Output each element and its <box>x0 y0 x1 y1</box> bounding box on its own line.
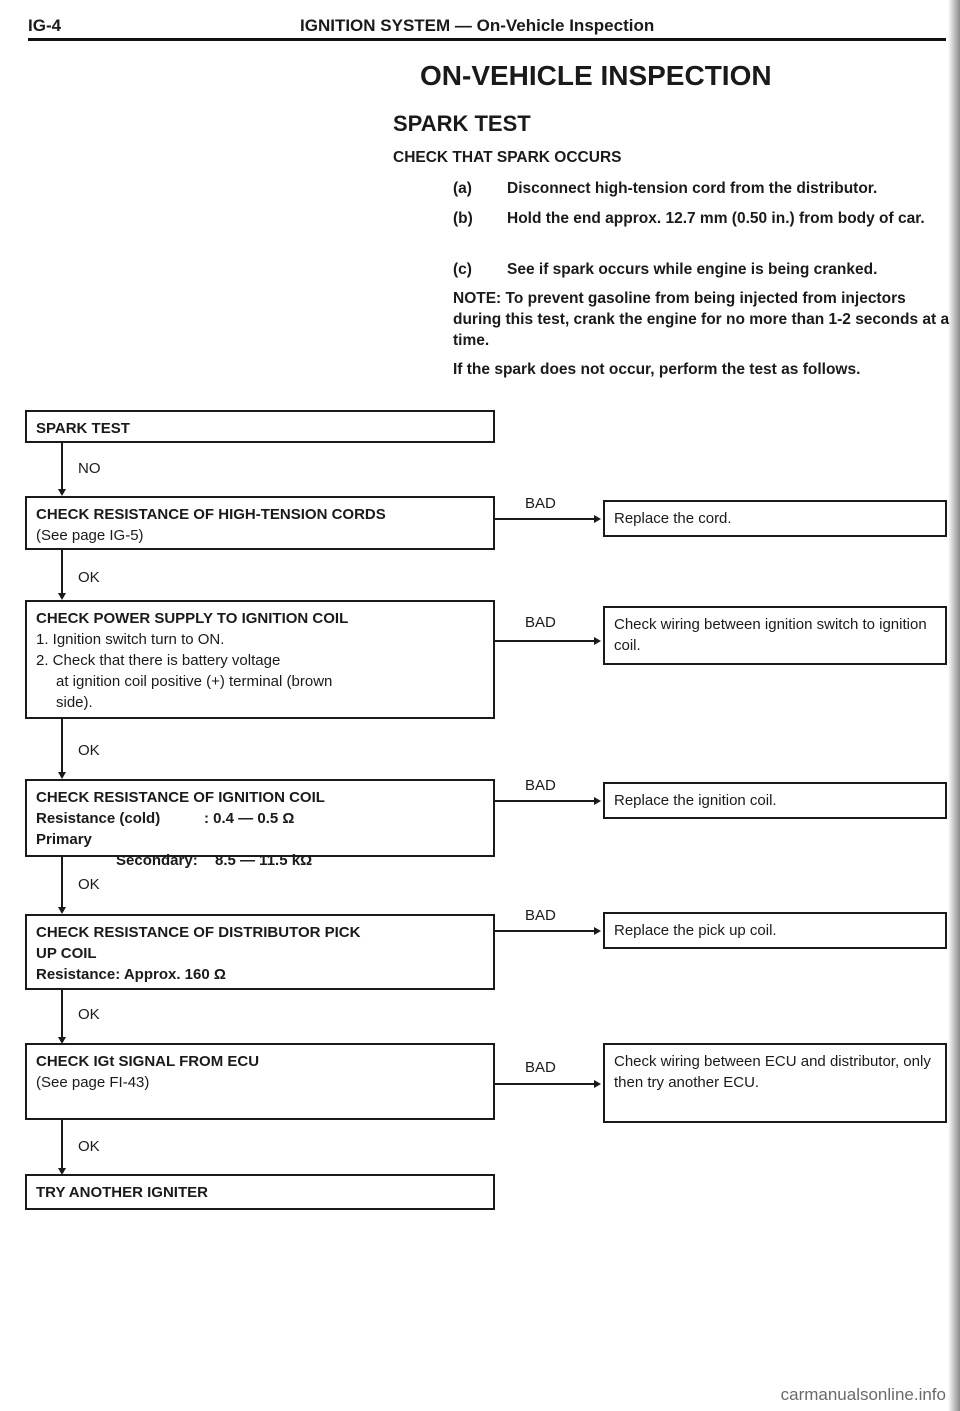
action-box <box>603 782 947 819</box>
flow-connector <box>61 443 63 491</box>
action-text: Replace the pick up coil. <box>614 922 777 939</box>
flow-ok-label: OK <box>78 876 100 893</box>
flow-bad-line <box>495 518 597 520</box>
flow-step-power-supply <box>25 600 495 719</box>
flow-bad-line <box>495 800 597 802</box>
arrow-right-icon <box>594 797 601 805</box>
flow-step-title: CHECK RESISTANCE OF IGNITION COIL <box>36 789 325 806</box>
flow-ok-label: OK <box>78 1006 100 1023</box>
flow-bad-label: BAD <box>525 1059 556 1076</box>
note: NOTE: To prevent gasoline from being injected from injectors during this test, crank the engine for no more than 1-2 seconds at a time. <box>453 290 950 349</box>
resistance-secondary <box>36 850 484 871</box>
flow-step-line: 2. Check that there is battery voltage <box>36 652 281 669</box>
flow-connector <box>61 719 63 774</box>
flow-step-title: CHECK RESISTANCE OF DISTRIBUTOR PICK <box>36 924 361 941</box>
page-title: ON-VEHICLE INSPECTION <box>420 60 772 91</box>
flow-step-cords <box>25 496 495 550</box>
action-text: Replace the cord. <box>614 510 732 527</box>
step-text: Hold the end approx. 12.7 mm (0.50 in.) from body of car. <box>507 210 925 227</box>
flow-step-line: at ignition coil positive (+) terminal (brown <box>56 673 333 690</box>
flow-step-line: side). <box>56 694 93 711</box>
resistance-primary <box>36 808 484 850</box>
arrow-right-icon <box>594 515 601 523</box>
arrow-right-icon <box>594 1080 601 1088</box>
action-box <box>603 606 947 665</box>
action-box <box>603 912 947 949</box>
arrow-down-icon <box>58 489 66 496</box>
check-heading: CHECK THAT SPARK OCCURS <box>393 149 622 166</box>
resistance-value: 8.5 — 11.5 kΩ <box>215 852 313 869</box>
flow-start-text: SPARK TEST <box>36 420 130 437</box>
flow-step-pickup-coil <box>25 914 495 990</box>
flow-bad-line <box>495 1083 597 1085</box>
resistance-label: Secondary: <box>116 852 198 869</box>
action-text: Check wiring between ECU and distributor, only then try another ECU. <box>614 1053 931 1091</box>
flow-connector <box>61 990 63 1039</box>
flow-step-title: CHECK POWER SUPPLY TO IGNITION COIL <box>36 610 349 627</box>
watermark: carmanualsonline.info <box>780 1385 946 1404</box>
flow-bad-label: BAD <box>525 614 556 631</box>
arrow-down-icon <box>58 907 66 914</box>
flow-end-text: TRY ANOTHER IGNITER <box>36 1184 208 1201</box>
step-text: Disconnect high-tension cord from the distributor. <box>507 180 878 197</box>
flow-connector <box>61 550 63 595</box>
flow-ok-label: OK <box>78 1138 100 1155</box>
action-box <box>603 500 947 537</box>
resistance-label: Resistance (cold) Primary <box>36 810 161 848</box>
flow-step-line: 1. Ignition switch turn to ON. <box>36 631 225 648</box>
action-text: Replace the ignition coil. <box>614 792 777 809</box>
flow-bad-label: BAD <box>525 777 556 794</box>
flow-bad-line <box>495 640 597 642</box>
page-code: IG-4 <box>28 16 62 35</box>
follow-instruction: If the spark does not occur, perform the test as follows. <box>453 361 861 378</box>
resistance-spec: Resistance: Approx. 160 Ω <box>36 966 226 983</box>
flow-step-igt-signal <box>25 1043 495 1120</box>
step-label: (a) <box>453 180 472 197</box>
flow-bad-label: BAD <box>525 495 556 512</box>
arrow-down-icon <box>58 772 66 779</box>
section-heading: SPARK TEST <box>393 111 531 136</box>
flow-bad-label: BAD <box>525 907 556 924</box>
resistance-value: : 0.4 — 0.5 Ω <box>204 810 295 827</box>
section-title: IGNITION SYSTEM — On-Vehicle Inspection <box>300 16 655 35</box>
flow-ok-label: OK <box>78 569 100 586</box>
flow-step-title: UP COIL <box>36 945 97 962</box>
flow-no-label: NO <box>78 460 101 477</box>
flow-bad-line <box>495 930 597 932</box>
action-text: Check wiring between ignition switch to ignition coil. <box>614 616 927 654</box>
flow-step-title: CHECK RESISTANCE OF HIGH-TENSION CORDS <box>36 506 386 523</box>
flow-step-title: CHECK IGt SIGNAL FROM ECU <box>36 1053 260 1070</box>
header-rule <box>28 38 946 41</box>
flow-step-ref: (See page IG-5) <box>36 527 144 544</box>
step-label: (b) <box>453 210 473 227</box>
flow-ok-label: OK <box>78 742 100 759</box>
step-label: (c) <box>453 261 472 278</box>
flow-start-box <box>25 410 495 443</box>
step-text: See if spark occurs while engine is being cranked. <box>507 261 878 278</box>
action-box <box>603 1043 947 1123</box>
flow-end-box <box>25 1174 495 1210</box>
flow-connector <box>61 1120 63 1170</box>
arrow-right-icon <box>594 637 601 645</box>
arrow-down-icon <box>58 593 66 600</box>
arrow-right-icon <box>594 927 601 935</box>
flow-connector <box>61 857 63 909</box>
flow-step-ref: (See page FI-43) <box>36 1074 150 1091</box>
flow-step-coil-resistance <box>25 779 495 869</box>
